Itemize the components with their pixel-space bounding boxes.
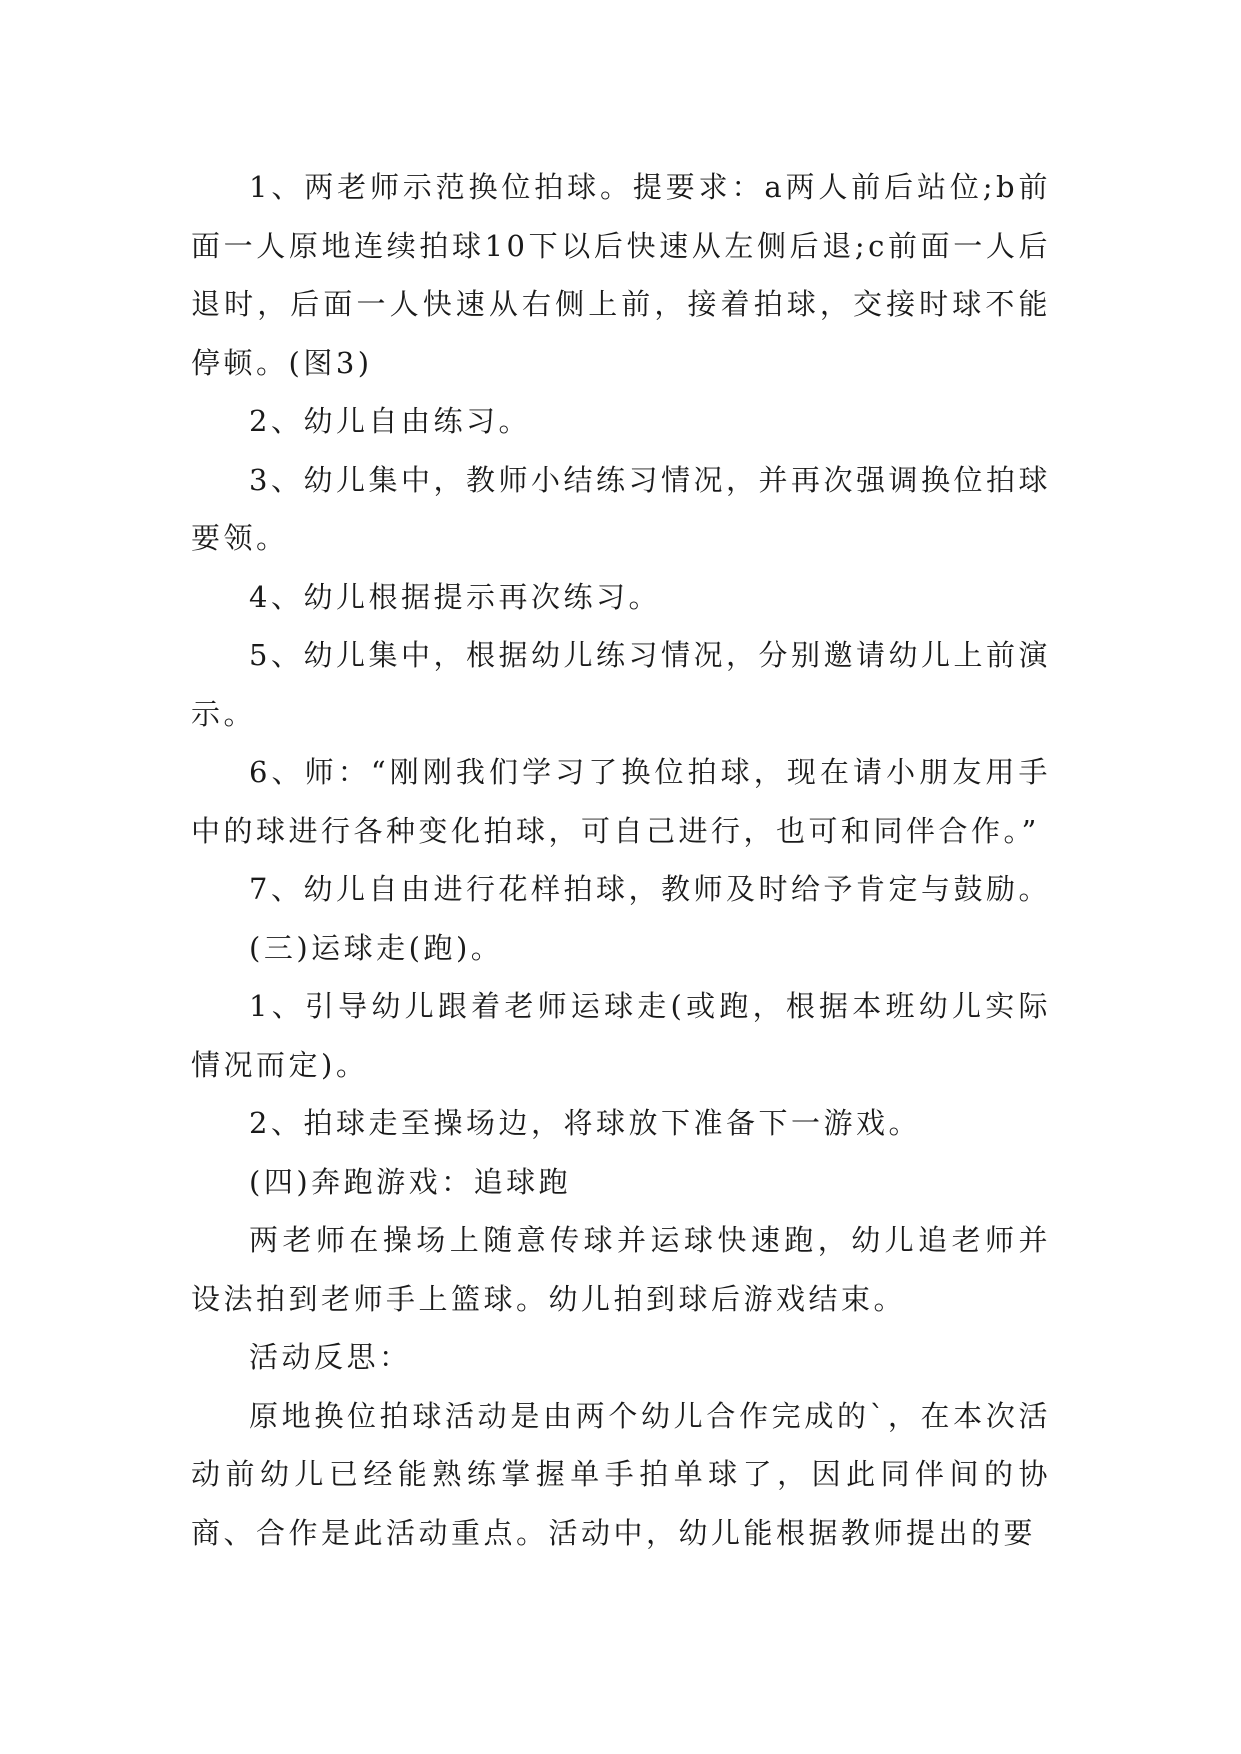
paragraph-practice-again: 4、幼儿根据提示再次练习。	[249, 579, 661, 614]
section-heading-dribble-walk: (三)运球走(跑)。	[249, 930, 504, 965]
paragraph-reflection: 原地换位拍球活动是由两个幼儿合作完成的`，在本次活动前幼儿已经能熟练掌握单手拍单球了，因此同伴间的协商、合作是此活动重点。活动中，幼儿能根据教师提出的要	[191, 1398, 1051, 1550]
paragraph-demo-instructions: 1、两老师示范换位拍球。提要求：a两人前后站位;b前面一人原地连续拍球10下以后快速从左侧后退;c前面一人后退时，后面一人快速从右侧上前，接着拍球，交接时球不能停顿。(图3)	[191, 170, 1051, 380]
section-heading-running-game: (四)奔跑游戏：追球跑	[249, 1164, 572, 1199]
paragraph-demonstration: 5、幼儿集中，根据幼儿练习情况，分别邀请幼儿上前演示。	[191, 638, 1051, 731]
section-heading-reflection: 活动反思：	[249, 1340, 412, 1374]
paragraph-game-description: 两老师在操场上随意传球并运球快速跑，幼儿追老师并设法拍到老师手上篮球。幼儿拍到球后游戏结束。	[191, 1223, 1051, 1316]
paragraph-follow-teacher: 1、引导幼儿跟着老师运球走(或跑，根据本班幼儿实际情况而定)。	[191, 989, 1051, 1082]
paragraph-free-practice: 2、幼儿自由练习。	[249, 404, 531, 438]
paragraph-teacher-quote: 6、师：“刚刚我们学习了换位拍球，现在请小朋友用手中的球进行各种变化拍球，可自己进行，也可和同伴合作。”	[191, 755, 1051, 848]
paragraph-teacher-summary: 3、幼儿集中，教师小结练习情况，并再次强调换位拍球要领。	[191, 462, 1051, 555]
document-body	[191, 158, 1051, 1562]
paragraph-put-ball-down: 2、拍球走至操场边，将球放下准备下一游戏。	[249, 1106, 921, 1140]
paragraph-fancy-dribbling: 7、幼儿自由进行花样拍球，教师及时给予肯定与鼓励。	[249, 872, 1051, 906]
